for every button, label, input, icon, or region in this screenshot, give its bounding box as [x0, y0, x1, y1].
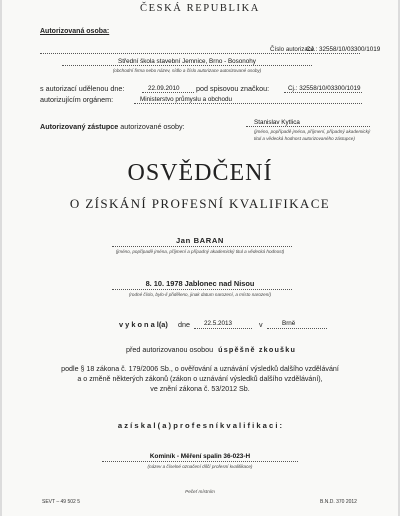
qualification-value: Kominík - Měření spalin 36-023-H [149, 453, 251, 460]
exam-did-label: v y k o n a l(a) [119, 320, 168, 329]
certificate-subtitle: O ZÍSKÁNÍ PROFESNÍ KVALIFIKACE [69, 196, 331, 211]
holder-birth-line [112, 289, 292, 290]
exam-date-line [194, 328, 252, 329]
representative-label-rest: autorizované osoby: [120, 122, 185, 131]
holder-name-line [112, 246, 292, 247]
footer-right-code: B.N.D. 370 2012 [320, 499, 357, 505]
exam-place-line [267, 328, 327, 329]
authorization-number-label: Číslo autorizace [270, 46, 315, 53]
authorized-person-line [62, 65, 312, 66]
issued-date-line [142, 92, 194, 93]
exam-before-bold: úspěšně zkoušku [218, 345, 297, 354]
authorization-issued-label: s autorizací udělenou dne: [40, 84, 125, 93]
holder-birth: 8. 10. 1978 Jablonec nad Nisou [145, 279, 255, 288]
file-number-value: Cj.: 32558/10/03300/1019 [288, 85, 361, 92]
authorized-person-note: (obchodní firma nebo název, sídlo a číslo autorizace autorizované osoby) [112, 68, 262, 73]
exam-before-line [126, 345, 296, 354]
authority-label: autorizujícím orgánem: [40, 95, 114, 104]
exam-day-label: dne [178, 320, 190, 329]
file-number-line [284, 92, 362, 93]
certificate-title: OSVĚDČENÍ [127, 160, 273, 186]
holder-birth-note: (rodné číslo, bylo-li přiděleno, jinak datum narození, a místo narození) [128, 292, 272, 297]
exam-before-prefix: před autorizovanou osobou [126, 345, 214, 354]
certificate-page [2, 0, 398, 516]
exam-date: 22.5.2013 [204, 320, 233, 327]
qualification-line [102, 461, 298, 462]
exam-place: Brně [282, 320, 296, 327]
representative-line [246, 126, 370, 127]
footer-left-code: SEVT – 49 502 5 [42, 499, 80, 505]
holder-name-note: (jméno, popřípadě jména, příjmení a případný akademický titul a vědecká hodnost) [115, 249, 285, 254]
qualification-note: (název a číselné označení dílčí profesní kvalifikace) [147, 464, 253, 469]
authorized-person-name: Střední škola stavební Jemnice, Brno - Bosonohy [118, 58, 256, 65]
exam-in-label: v [259, 320, 263, 329]
file-number-label: pod spisovou značkou: [196, 84, 270, 93]
representative-name: Stanislav Kytlica [254, 119, 300, 126]
country-header: ČESKÁ REPUBLIKA [140, 3, 260, 14]
law-text-line-2: a o změně některých zákonů (zákon o uznávání výsledků dalšího vzdělávání), [77, 375, 323, 383]
representative-note-1: (jméno, popřípadě jména, příjmení, případný akademický [254, 129, 371, 134]
authorized-number-line [40, 53, 360, 54]
law-text-line-1: podle § 18 zákona č. 179/2006 Sb., o ověřování a uznávání výsledků dalšího vzdělávání [61, 365, 339, 373]
representative-label [40, 122, 185, 131]
qualification-heading: a z í s k a l ( a ) p r o f e s n í k v a l i f i k a c i : [117, 421, 283, 430]
authorized-person-label: Autorizovaná osoba: [40, 28, 110, 35]
representative-label-bold: Autorizovaný zástupce [40, 122, 119, 131]
representative-note-2: titul a vědecká hodnost autorizovaného zástupce) [254, 136, 355, 141]
authorization-number-value: CJ.: 32558/10/03300/1019 [306, 46, 381, 53]
holder-name: Jan BARAN [175, 236, 224, 245]
law-text-line-3: ve znění zákona č. 53/2012 Sb. [150, 385, 250, 393]
stamp-note: Pečeť místním [185, 489, 215, 494]
authorization-issued-value: 22.09.2010 [148, 85, 180, 92]
authority-line [134, 103, 362, 104]
authority-value: Ministerstvo průmyslu a obchodu [140, 96, 233, 103]
